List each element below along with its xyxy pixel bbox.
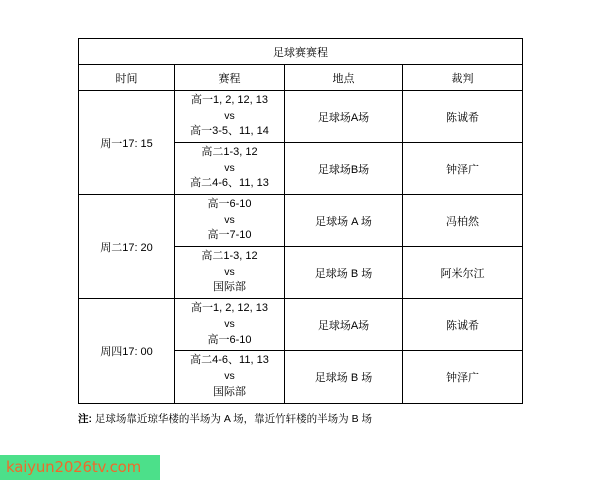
place-cell: 足球场A场	[285, 299, 403, 351]
team-a: 高一6-10	[207, 198, 252, 211]
place-cell: 足球场B场	[285, 143, 403, 195]
vs-label: vs	[224, 370, 235, 383]
match-cell	[175, 247, 285, 299]
referee-cell: 钟泽广	[403, 351, 523, 403]
place-cell: 足球场 B 场	[285, 247, 403, 299]
match-cell	[175, 299, 285, 351]
team-a: 高一1, 2, 12, 13	[190, 94, 269, 106]
footnote-text: 足球场靠近琼华楼的半场为 A 场，靠近竹轩楼的半场为 B 场	[94, 413, 373, 425]
column-header-match: 赛程	[175, 65, 285, 91]
place-cell: 足球场 A 场	[285, 195, 403, 247]
table-header-row	[79, 65, 523, 91]
vs-label: vs	[224, 214, 235, 227]
vs-label: vs	[224, 318, 235, 331]
team-a: 高一1, 2, 12, 13	[190, 302, 269, 315]
table-title-row	[79, 39, 523, 65]
vs-label: vs	[224, 162, 235, 175]
match-cell	[175, 143, 285, 195]
match-cell	[175, 351, 285, 403]
team-b: 国际部	[213, 281, 246, 294]
match-cell	[175, 91, 285, 143]
time-cell: 周二17: 20	[79, 195, 175, 299]
table-title: 足球赛赛程	[79, 39, 523, 65]
watermark-text: kaiyun2026tv.com	[6, 458, 142, 476]
place-cell: 足球场 B 场	[285, 351, 403, 403]
referee-cell: 冯柏然	[403, 195, 523, 247]
team-a: 高二1-3, 12	[201, 250, 258, 263]
time-cell: 周一17: 15	[79, 91, 175, 195]
referee-cell: 陈诚希	[403, 299, 523, 351]
team-b: 高一3-5、11, 14	[190, 125, 269, 138]
table-row	[79, 299, 523, 351]
table-row	[79, 195, 523, 247]
vs-label: vs	[224, 266, 235, 279]
match-cell	[175, 195, 285, 247]
time-cell: 周四17: 00	[79, 299, 175, 403]
column-header-time: 时间	[79, 65, 175, 91]
place-cell: 足球场A场	[285, 91, 403, 143]
team-a: 高二4-6、11, 13	[190, 354, 269, 367]
team-b: 高一7-10	[207, 229, 252, 242]
column-header-referee: 裁判	[403, 65, 523, 91]
footnote	[78, 411, 372, 426]
referee-cell: 陈诚希	[403, 91, 523, 143]
column-header-place: 地点	[285, 65, 403, 91]
table-row	[79, 91, 523, 143]
referee-cell: 阿米尔江	[403, 247, 523, 299]
team-b: 高一6-10	[207, 333, 252, 346]
vs-label: vs	[224, 109, 235, 122]
team-a: 高二1-3, 12	[201, 146, 258, 159]
footnote-label: 注:	[78, 413, 92, 425]
team-b: 国际部	[213, 385, 246, 398]
referee-cell: 钟泽广	[403, 143, 523, 195]
schedule-table	[78, 38, 523, 404]
team-b: 高二4-6、11, 13	[190, 177, 269, 190]
